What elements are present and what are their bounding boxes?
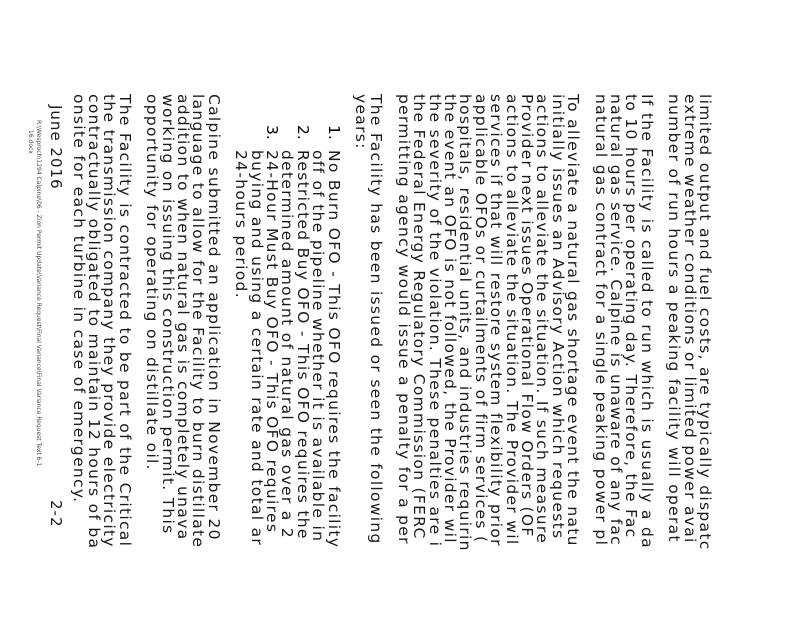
list-item-line: No Burn OFO - This OFO requires the facility: [324, 150, 343, 549]
paragraph-line: applicable OFOs or curtailments of firm services (: [471, 94, 490, 544]
paragraph-line: extreme weather conditions or limited power avai: [680, 94, 699, 544]
list-number: 3.: [263, 125, 281, 140]
paragraph-line: addition to when natural gas is completely unava: [174, 94, 192, 541]
paragraph-line: natural gas contract for a single peaking power pl: [591, 94, 610, 547]
paragraph-line: To alleviate a natural gas shortage event the natu: [564, 94, 583, 547]
paragraph-line: onsite for each turbine in case of emergency.: [69, 94, 88, 504]
paragraph-line: natural gas service. Calpine is unaware of any fac: [607, 94, 625, 546]
paragraph-line: the severity of the violation. These penalties are i: [425, 94, 444, 548]
paragraph-line: years:: [352, 94, 370, 150]
paragraph-line: actions to alleviate the situation. If such measure: [533, 94, 552, 545]
paragraph-line: If the Facility is called to run which is usually a da: [637, 94, 656, 549]
paragraph-line: the event an OFO is not followed, the Provider wil: [441, 94, 459, 544]
paragraph-line: initially issues an Advisory Action which requests: [548, 94, 567, 540]
paragraph-line: Provider next issues Operational Flow Orders (OF: [518, 94, 536, 538]
paragraph-line: contractually obligated to maintain 12 hours of ba: [85, 94, 103, 550]
list-item-line: off of the pipeline whether it is available in: [309, 150, 328, 543]
paragraph-line: permitting agency would issue a penalty for a per: [394, 94, 413, 545]
list-item-line: determined amount of natural gas over a 2: [278, 150, 297, 539]
paragraph-line: opportunity for operating on distillate oil.: [143, 94, 162, 471]
paragraph-line: Calpine submitted an application in November 20: [204, 94, 223, 541]
paragraph-line: working on issuing this construction permit. This: [158, 94, 177, 535]
list-number: 2.: [293, 125, 312, 140]
list-number: 1.: [324, 125, 343, 140]
paragraph-line: number of run hours a peaking facility will operat: [665, 94, 684, 543]
paragraph-line: language to allow for the Facility to burn distillate: [189, 94, 208, 549]
paragraph-line: hospitals, residential units, and industries requirin: [456, 94, 475, 552]
paragraph-line: the Federal Energy Regulatory Commission (FERC: [410, 94, 429, 540]
footer-file-path: R:\Wesproch\1294 Calpine\06 - Zion Permit Update\Variance Request\Final Variance\Final Variance Request Text 6-1: [35, 120, 42, 467]
paragraph-line: The Facility has been issued or seen the following: [367, 94, 386, 545]
paragraph-line: actions to alleviate the situation. The Provider wil: [502, 94, 521, 546]
paragraph-line: to 10 hours per operating day. Therefore, the Fac: [622, 94, 641, 539]
footer-file-suffix: 16.docx: [27, 130, 34, 154]
paragraph-line: services if that will restore system flexibility prior: [487, 94, 506, 547]
list-item-line: 24-Hour Must Buy OFO - This OFO requires: [263, 150, 281, 534]
list-item-line: buying and using a certain rate and total ar: [247, 150, 266, 547]
list-item-line: Restricted Buy OFO - This OFO requires the: [293, 150, 312, 540]
paragraph-line: The Facility is contracted to be part of the Critical: [115, 94, 134, 548]
list-item-line: 24-hours period.: [232, 150, 251, 299]
footer-date: June 2016: [47, 105, 65, 190]
footer-page-number: 2-2: [47, 500, 65, 528]
paragraph-line: the transmission company they provide electricity: [100, 94, 119, 548]
paragraph-line: limited output and fuel costs, are typically dispatc: [696, 94, 714, 551]
